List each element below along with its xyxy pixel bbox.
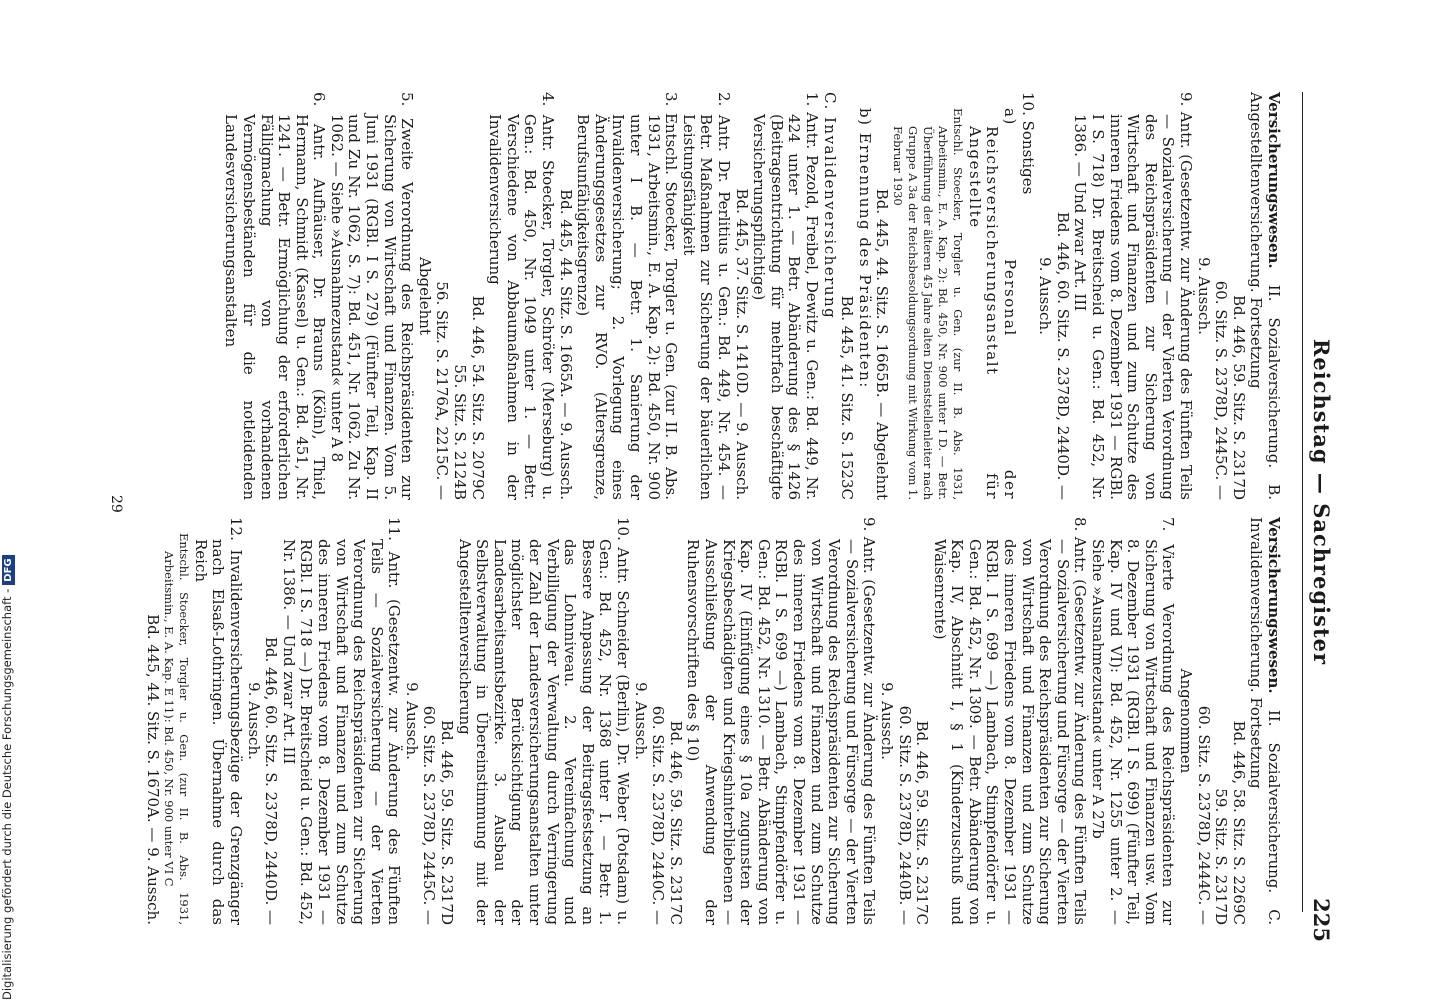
index-line-ref: 60. Sitz. S. 2378D, 2440C. —: [649, 705, 668, 925]
index-line-entry: 1. Antr. Pezold, Freibel, Dewitz u. Gen.: Bd. 449, Nr. 424 unter 1. — Betr. Abänderung des § 1426 (Beitragsentrichtung für mehrfach beschäftigte Versicherungspflichtige): [750, 92, 821, 500]
index-line-entry: 12. Invalidenversicherungsbezüge der Grenzgänger nach Elsaß-Lothringen. Übernahme durch das Reich: [191, 517, 245, 925]
right-column-heading: [1247, 517, 1282, 925]
funding-credit: [0, 390, 14, 1000]
page-number: 225: [1309, 898, 1334, 942]
dfg-logo: DFG: [2, 555, 15, 584]
index-line-ctr: 9. Aussch.: [631, 682, 650, 760]
index-line-ref: 60. Sitz. S. 2378D, 2444C. —: [1194, 705, 1213, 925]
index-line-ref: Bd. 445, 44. Sitz. S. 1665A. — 9. Aussch.: [556, 189, 575, 500]
index-line-entry: 3. Entschl. Stoecker, Torgler u. Gen. (zur II. B. Abs. 1931, Arbeitsmin., E. A. Kap. 2): Bd. 450, Nr. 900 unter I B. — Betr. 1. Sanierung der Invalidenversicherung; 2. Vorlegung eines Änderungsgesetzes zur RVO. (Altersgrenze, Berufsunfähigkeitsgrenze): [574, 92, 681, 500]
index-line-ref: Bd. 445, 44. Sitz. S. 1665B. — Abgelehnt: [873, 188, 892, 500]
index-line-entry: 9. Antr. (Gesetzentw. zur Änderung des Fünften Teils — Sozialversicherung und Fürsorge — der Vierten Verordnung des Reichspräsidenten zur Sicherung von Wirtschaft und Finanzen und zum Schutze des inneren Friedens vom 8. Dezember 1931 — RGBl. I S. 699 —) Lambach, Stimpfendörfer u. Gen.: Bd. 452, Nr. 1310. — Betr. Abänderung von Kap. IV (Einfügung eines § 10a zugunsten der Kriegsbeschädigten und Kriegshinterbliebenen — Ausschließung der Anwendung der Ruhensvorschriften des § 10): [684, 517, 879, 925]
index-line-ref: Bd. 446, 59. Sitz. S. 2317D: [1229, 295, 1248, 500]
index-line-ref: Bd. 446, 60. Sitz. S. 2378D, 2440D. —: [262, 636, 281, 925]
credit-text: Digitalisierung gefördert durch die Deutsche Forschungsgemeinschaft -: [0, 588, 14, 1000]
running-title: Reichstag — Sachregister: [1309, 338, 1334, 666]
index-line-entry: 7. Vierte Verordnung des Reichspräsidenten zur Sicherung von Wirtschaft und Finanzen usw. Vom 8. Dezember 1931 (RGBl. I S. 699) (Fünfter Teil, Kap. IV und VI): Bd. 452, Nr. 1255 unter 2. — Siehe »Ausnahmezustand« unter A 27b: [1089, 517, 1178, 925]
right-entries: [144, 517, 1247, 925]
heading-bold: Versicherungswesen.: [1265, 517, 1283, 694]
index-line-ctr: 9. Aussch.: [877, 682, 896, 760]
index-line-head: C. Invalidenversicherung: [820, 92, 839, 320]
index-line-ctr: 9. Aussch.: [1194, 257, 1213, 335]
index-line-ctr: 9. Aussch.: [402, 682, 421, 760]
index-line-entry: 9. Antr. (Gesetzentw. zur Änderung des Fünften Teils — Sozialversicherung — der Vierten Verordnung des Reichspräsidenten zur Sicherung von Wirtschaft und Finanzen und zum Schutze des inneren Friedens vom 8. Dezember 1931 — RGBl. I S. 718) Dr. Breitscheid u. Gen.: Bd. 452, Nr. 1386. — Und zwar Art. III: [1071, 92, 1196, 500]
heading-bold: Versicherungswesen.: [1265, 92, 1283, 269]
index-line-entry: 10. Sonstiges: [1018, 92, 1037, 195]
index-line-ref: Bd. 446, 60. Sitz. S. 2378D, 2440D. —: [1053, 211, 1072, 500]
index-line-entry: 10. Antr. Schneider (Berlin), Dr. Weber (Potsdam) u. Gen.: Bd. 452, Nr. 1368 unter I. — Betr. 1. Bessere Anpassung der Beitragsfestsetzung an das Lohnniveau. 2. Vereinfachung und Verbilligung der Verwaltung durch Verringerung der Zahl der Landesversicherungsanstalten unter möglichster Berücksichtigung der Landesarbeitsamtsbezirke. 3. Ausbau der Selbstverwaltung in Übereinstimmung mit der Angestelltenversicherung: [455, 517, 633, 925]
index-line-ref: Bd. 446, 59. Sitz. S. 2317D: [438, 720, 457, 925]
left-column: [222, 92, 1282, 500]
index-line-ref: Bd. 445, 44. Sitz. S. 1670A. — 9. Aussch.: [144, 614, 163, 925]
index-line-ref: 60. Sitz. S. 2378D, 2445C. —: [420, 705, 439, 925]
left-column-heading: [1247, 92, 1282, 500]
index-line-ref: 56. Sitz. S. 2176A, 2215C. —: [433, 281, 452, 500]
index-line-ref: Bd. 446, 58. Sitz. S. 2269C: [1229, 720, 1248, 925]
right-column: [144, 517, 1282, 925]
index-line-entry: 6. Antr. Aufhäuser, Dr. Brauns (Köln), Thiel, Hermann, Schmidt (Kassel) u. Gen.: Bd. 451, Nr. 1241. — Betr. Ermöglichung der erforderlichen Fälligmachung von vorhandenen Vermögensbeständen für die notleidenden Landesversicherungsanstalten: [222, 92, 329, 500]
index-line-sub2: Entschl. Stoecker, Torgler u. Gen. (zur II. B. Abs. 1931, Arbeitsmin., E. A. Kap. 2): Bd. 450, Nr. 900 unter I D. — Betr. Überführung der älteren 45 Jahre alten Dienststellenleiter nach Gruppe A 3a der Reichsbesoldungsordnung mit Wirkung vom 1. Februar 1930: [891, 108, 966, 500]
index-line-sub: a) Personal der Reichsversicherungsanstalt für Angestellte: [965, 108, 1020, 500]
index-line-sub2: Entschl. Stoecker, Torgler u. Gen. (zur II. B. Abs. 1931, Arbeitsmin., E. A. Kap. E 11): Bd. 450, Nr. 900 unter VI C: [162, 533, 192, 925]
index-line-ctr: Angenommen: [1177, 668, 1196, 774]
index-line-ref: Bd. 446, 59. Sitz. S. 2317C: [666, 720, 685, 925]
header-rule: [1302, 92, 1303, 912]
index-line-entry: 8. Antr. (Gesetzentw. zur Änderung des Fünften Teils — Sozialversicherung und Fürsorge — der Vierten Verordnung des Reichspräsidenten zur Sicherung von Wirtschaft und Finanzen und zum Schutze des inneren Friedens vom 8. Dezember 1931 — RGBl. I S. 699 —) Lambach, Stimpfendörfer u. Gen.: Bd. 452, Nr. 1309. — Betr. Abänderung von Kap. IV, Abschnitt I, § 1 (Kinderzuschuß und Waisenrente): [930, 517, 1090, 925]
heading-rest: II. Sozialversicherung. B. Angestelltenversicherung. Fortsetzung: [1247, 92, 1283, 500]
index-line-ctr: Abgelehnt: [415, 257, 434, 335]
index-line-entry: 4. Antr. Stoecker, Torgler, Schröter (Merseburg) u. Gen.: Bd. 450, Nr. 1049 unter 1. — Betr. Verschiedene von Abbaumaßnahmen in der Invalidenversicherung: [486, 92, 558, 500]
index-line-ref: 59. Sitz. S. 2317D: [1212, 788, 1231, 925]
index-line-ref: Bd. 445, 41. Sitz. S. 1523C: [838, 295, 857, 500]
heading-rest: II. Sozialversicherung. C. Invalidenversicherung. Fortsetzung: [1247, 517, 1283, 925]
index-line-ref: Bd. 446, 54. Sitz. S. 2079C: [468, 295, 487, 500]
index-line-entry: 11. Antr. (Gesetzentw. zur Änderung des Fünften Teils — Sozialversicherung — der Vierten Verordnung des Reichspräsidenten zur Sicherung von Wirtschaft und Finanzen und zum Schutze des inneren Friedens vom 8. Dezember 1931 — RGBl. I S. 718 —) Dr. Breitscheid u. Gen.: Bd. 452, Nr. 1386. — Und zwar Art. III: [279, 517, 404, 925]
index-line-ctr: 9. Aussch.: [1036, 257, 1055, 335]
index-line-entry: 2. Antr. Dr. Perlitius u. Gen.: Bd. 449, Nr. 454. — Betr. Maßnahmen zur Sicherung der bäuerlichen Leistungsfähigkeit: [679, 92, 733, 500]
index-line-ref: Bd. 445, 37. Sitz. S. 1410D. — 9. Aussch.: [732, 188, 751, 500]
index-line-entry: 5. Zweite Verordnung des Reichspräsidenten zur Sicherung von Wirtschaft und Finanzen. Vom 5. Juni 1931 (RGBl. I S. 279) (Fünfter Teil, Kap. II und Zu Nr. 1062, S. 7): Bd. 451, Nr. 1062. Zu Nr. 1062. — Siehe »Ausnahmezustand« unter A 8: [327, 92, 417, 500]
index-line-ref: 60. Sitz. S. 2378D, 2440B. —: [895, 705, 914, 925]
running-header: [1300, 92, 1334, 942]
index-line-ref: 60. Sitz. S. 2378D, 2445C. —: [1212, 280, 1231, 500]
index-line-sub: b) Ernennung des Präsidenten:: [855, 108, 874, 389]
footer-number: 29: [108, 495, 124, 513]
index-line-ref: Bd. 446, 59. Sitz. S. 2317C: [913, 720, 932, 925]
left-entries: [222, 92, 1247, 500]
index-line-ctr: 9. Aussch.: [244, 682, 263, 760]
index-line-ref: 55. Sitz. S. 2124B: [451, 364, 470, 500]
scanned-page: [98, 0, 1342, 1000]
